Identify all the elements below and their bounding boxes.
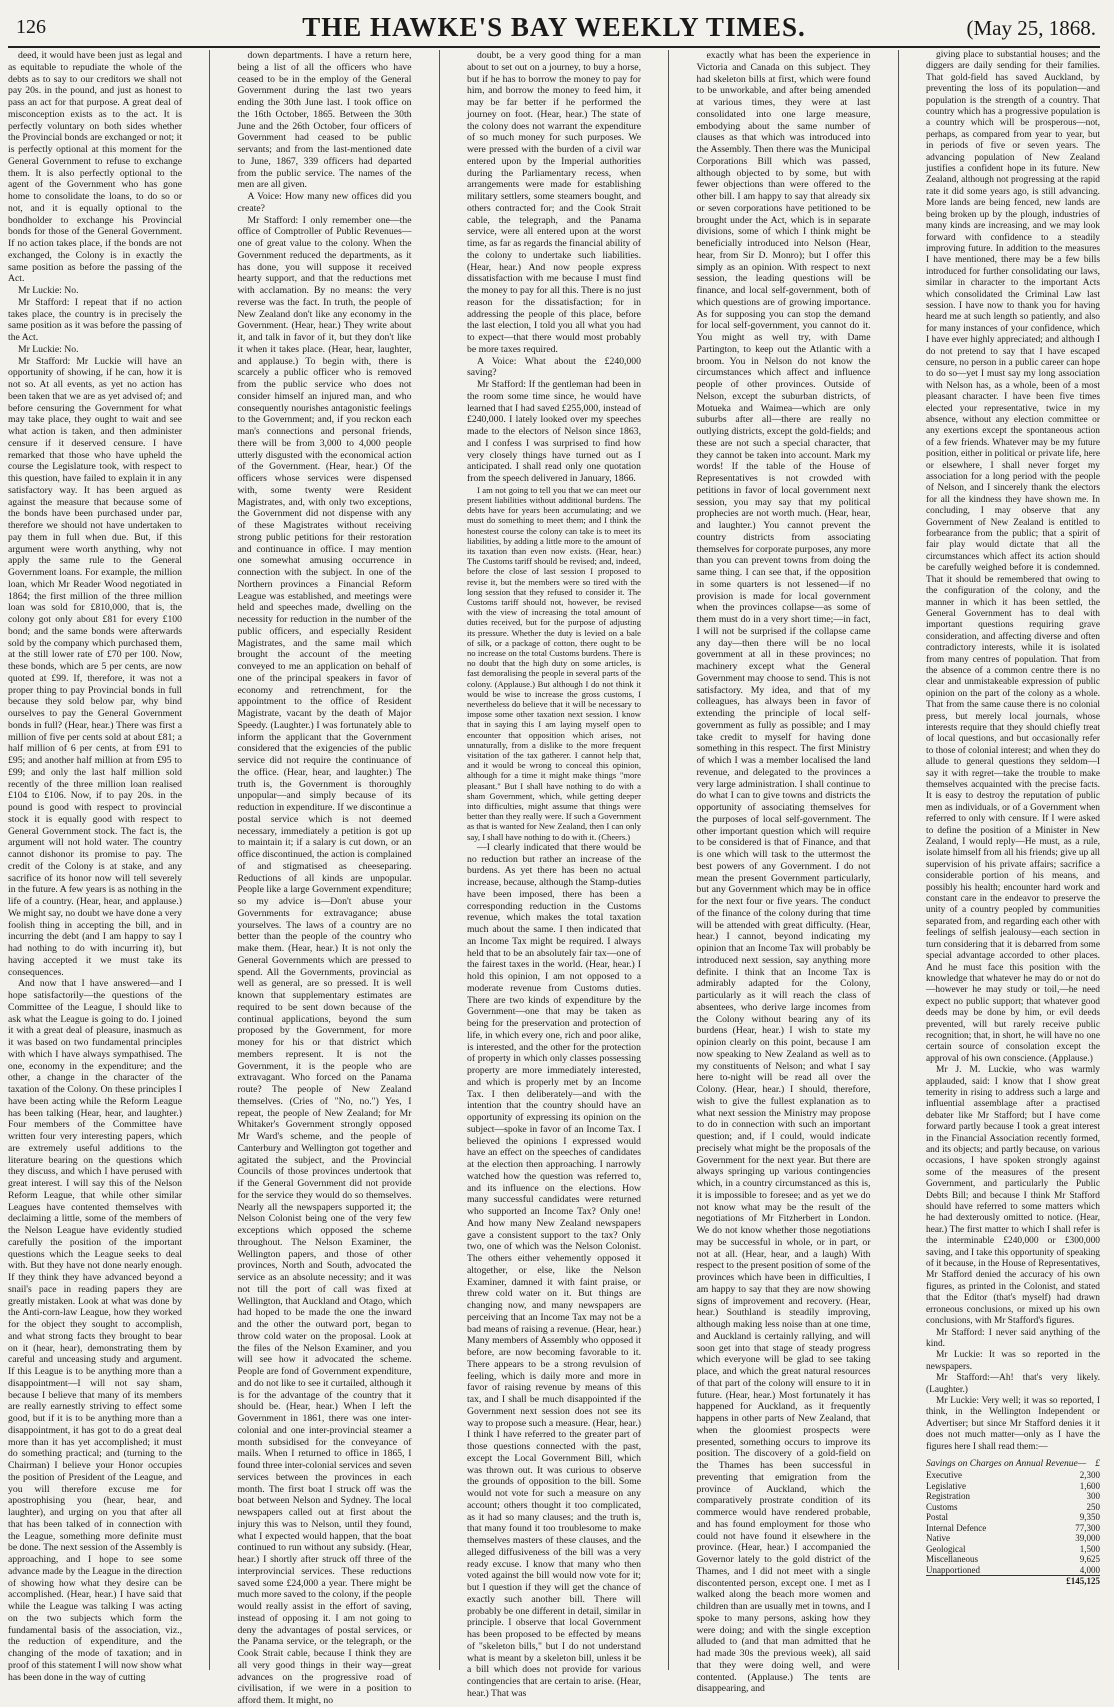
paragraph: giving place to substantial houses; and the diggers are daily sending for their families. That gold-field has saved Auckland, by preventing the loss of its population—and population is the strength of a country. That country which has a progressive population is a country which will be prosperous—not, perhaps, as compared from year to year, but in periods of five or seven years. The advancing population of New Zealand justifies a confident hope in its future. New Zealand, although not progressing at the rapid rate it did some years ago, is still advancing. More lands are being fenced, new lands are being broken up by the plough, industries of many kinds are increasing, and we may look forward with confidence to a steadily improving future. In addition to the measures I have mentioned, there may be a few bills introduced for further consolidating our laws, similar in character to the important Acts which consolidated the Criminal Law last session. I have now to thank you for having heard me at such length so patiently, and also for many instances of your confidence, which I have ever highly appreciated; and although I do not pretend to say that I have escaped censure, no person in a public career can hope to do so—yet I must say my long association with Nelson has, as a whole, been of a most pleasant character. I have been five times elected your representative, twice in my absence, without any election committee or any exertions except the spontaneous action of a few friends. Whatever may be my future position, either in political or private life, here or elsewhere, I shall never forget my association for a long period with the people of Nelson, and I sincerely thank the electors for all the kindness they have shown me. In concluding, I may observe that any Government of New Zealand is entitled to forbearance from the public; that a spirit of fair play would dictate that all the circumstances which affect its action should be carefully weighed before it is condemned. That it should be remembered that owing to the configuration of the colony, and the manner in which it has been settled, the General Government has to deal with important questions requiring grave consideration, and affecting diverse and often contradictory interests, while it is isolated from many centres of population. That from the absence of a common centre there is no clear and unmistakeable expression of public opinion on the part of the colony as a whole. That from the same cause there is no colonial press, but merely local journals, whose interests require that they should chiefly treat of local questions, and but occasionally refer to those of colonial interest; and when they do allude to general questions they seldom—I say it with regret—take the trouble to make themselves acquainted with the precise facts. It is easy to destroy the reputation of public men as individuals, or of a Government when referred to only with censure. If I were asked to define the position of a Minister in New Zealand, I would reply—He must, as a rule, isolate himself from all his friends; give up all supervision of his private affairs; sacrifice a considerable portion of his means, and possibly his health; encounter hard work and constant care in the endeavor to preserve the unity of a country peopled by communities separated from, and regarding each other with feelings of selfish jealousy—each section in turn considering that it is debarred from some special advantage accorded to other places. And he must face this position with the knowledge that whatever he may do or not do—however he may study or toil,—he need expect no public support; that whatever good deeds may be done by him, or evil deeds prevented, will but rarely receive public recognition; that, in short, he will have no one certain source of consolation except the approval of his own conscience. (Applause.) <box>926 50 1100 1064</box>
savings-value: 77,300 <box>1075 1522 1100 1533</box>
column-rule <box>668 50 669 1670</box>
savings-label: Geological <box>926 1543 966 1554</box>
savings-row <box>926 1512 1100 1523</box>
paragraph: Mr Luckie: No. <box>18 343 79 355</box>
paragraph: doubt, be a very good thing for a man about to set out on a journey, to buy a horse, but if he has to borrow the money to pay for him, and borrow the money to feed him, it may be far better if he performed the journey on foot. (Hear, hear.) The state of the colony does not warrant the expenditure of so much money for such purposes. We were pressed with the burden of a civil war entered upon by the Imperial authorities during the Parliamentary recess, when arrangements were made for establishing military settlers, some steamers bought, and others contracted for; and the Cook Strait cable, the telegraph, and the Panama service, were all entered upon at the worst time, as far as regards the financial ability of the colony to undertake such liabilities. (Hear, hear.) And now people express dissatisfaction with me because I must find the money to pay for all this. There is no just reason for the dissatisfaction; for in addressing the people of this place, before the last election, I told you all what you had to expect—that there would most probably be more taxes required. <box>467 50 641 355</box>
savings-row <box>926 1523 1100 1534</box>
savings-row <box>926 1481 1100 1492</box>
savings-value: 1,500 <box>1079 1543 1100 1554</box>
page-number: 126 <box>16 16 46 38</box>
savings-value: 300 <box>1086 1491 1100 1502</box>
paragraph: deed, it would have been just as legal and as equitable to repudiate the whole of the debts as to say to our creditors we shall not pay 20s. in the pound, and just as honest to pass an act for that purpose. A great deal of misconception exists as to the act. It is perfectly voluntary on both sides whether the Provincial bonds are exchanged or not; it is perfectly optional at this moment for the General Government to refuse to exchange them. It is also perfectly optional to the agent of the Government who has gone home to consolidate the loans, to do so or not, and it is equally optional to the bondholder to exchange his Provincial bonds for those of the General Government. If no action takes place, if the bonds are not exchanged, the Colony is in exactly the same position as before the passing of the Act. <box>8 50 182 285</box>
column-3 <box>467 50 641 1699</box>
column-rule <box>898 50 899 1670</box>
savings-label: Postal <box>926 1512 949 1523</box>
savings-label: Legislative <box>926 1480 966 1491</box>
savings-value: 9,350 <box>1079 1512 1100 1523</box>
paragraph: Mr Stafford: I repeat that if no action takes place, the country is in precisely the same position as it was before the passing of the Act. <box>8 296 182 343</box>
newspaper-title: THE HAWKE'S BAY WEEKLY TIMES. <box>302 12 806 42</box>
paragraph: Mr Luckie: No. <box>18 285 79 296</box>
savings-total-label <box>926 1576 1038 1587</box>
savings-label: Registration <box>926 1491 970 1502</box>
savings-value: 39,000 <box>1075 1533 1100 1544</box>
article-columns <box>8 50 1100 1706</box>
savings-row <box>926 1491 1100 1502</box>
paragraph: Mr Stafford:—Ah! that's very likely. (Laughter.) <box>926 1373 1100 1395</box>
savings-label: Internal Defence <box>926 1522 987 1533</box>
savings-row <box>926 1533 1100 1544</box>
column-rule <box>209 50 210 1670</box>
savings-total: £145,125 <box>1038 1576 1101 1587</box>
savings-total-row <box>926 1576 1100 1587</box>
savings-value: 4,000 <box>1079 1564 1100 1575</box>
savings-table-title <box>926 1459 1100 1470</box>
paragraph: Mr Stafford: If the gentleman had been in the room some time since, he would have learned that I had saved £255,000, instead of £240,000. I lately looked over my speeches made to the electors of Nelson since 1863, and I confess I was surprised to find how very closely things have turned out as I anticipated. I shall read only one quotation from the speech delivered in January, 1866. <box>467 379 641 484</box>
column-5 <box>926 50 1100 1670</box>
paragraph: And now that I have answered—and I hope satisfactorily—the questions of the Committee of the League, I should like to ask what the League is going to do. I joined it with a great deal of pleasure, inasmuch as it was based on two fundamental principles with which I have always sympathised. The one, economy in the expenditure; and the other, a change in the character of the taxation of the Colony. On these principles I have been acting while the Reform League has been talking (Hear, hear, and laughter.) Four members of the Committee have written four very interesting papers, which are extremely useful additions to the literature bearing on the questions which they discuss, and which I have perused with great interest. I will say this of the Nelson Reform League, that while other similar Leagues have contented themselves with declaiming a little, some of the members of the Nelson League have evidently studied carefully the position of the important questions which the League seeks to deal with. But they have not done nearly enough. If they think they have advanced beyond a snail's pace in reading papers they are greatly mistaken. Look at what was done by the Anti-corn-law League, how they worked for the object they sought to accomplish, and what strong facts they brought to bear on it (hear, hear), demonstrating them by careful and unceasing study and argument. If this League is to be anything more than a disappointment—I will not say sham, because I believe that many of its members are really earnestly striving to effect some good, but if it is to be anything more than a disappointment, it has got to do a great deal more than it has yet accomplished; it must do something practical; and (turning to the Chairman) I believe your Honor occupies the position of President of the League, and you will therefore excuse me for apostrophising you (hear, hear, and laughter), and urging on you that after all that has been talked of in connection with the League, something more definite must be done. The next session of the Assembly is approaching, and I hope to see some advance made by the League in the direction of showing how what they desire can be accomplished. (Hear, hear.) I have said that while the League was talking I was acting on the two subjects which form the fundamental basis of the association, viz., the reduction of expenditure, and the changing of the mode of taxation; and in proof of this statement I will now show what has been done in the way of cutting <box>8 978 182 1683</box>
quoted-speech: I am not going to tell you that we can meet our present liabilities without additional burdens. The debts have for years been accumulating; and we must do something to meet them; and I think the honestest course the colony can take is to meet its liabilities, by adding a little more to the amount of its taxation than even now exists. (Hear, hear.) The Customs tariff should be revised; and, indeed, before the close of last session I proposed to revise it, but the members were so tired with the long session that they refused to consider it. The Customs tariff should not, however, be revised with the view of increasing the total amount of duties received, but for the purpose of adjusting its pressure. Whether the duty is levied on a bale of silk, or a package of cotton, there ought to be no increase on the total Customs burdens. There is no doubt that the high duty on some articles, is fast demoralising the people in several parts of the colony. (Applause.) But although I do not think it would be wise to increase the gross customs, I nevertheless do believe that it will be necessary to impose some other taxation next session. I know that in saying this I am laying myself open to encounter that opposition which arises, not unnaturally, from a dislike to the more frequent visitation of the tax gatherer. I cannot help that, and it would be wrong to conceal this opinion, although for a time it might make things "more pleasant." But I shall have nothing to do with a sham Government, which, while getting deeper into difficulties, might assume that things were better than they really were. If such a Government as that is wanted for New Zealand, then I can only say, I shall have nothing to do with it. (Cheers.) <box>467 484 641 842</box>
column-2 <box>237 50 412 1706</box>
paragraph: Mr J. M. Luckie, who was warmly applauded, said: I know that I show great temerity in rising to address such a large and influential assemblage after a practised debater like Mr Stafford; but I have come forward partly because I took a great interest in the Financial Association recently formed, and its objects; and partly because, on various occasions, I have spoken strongly against some of the measures of the present Government, and particularly the Public Debts Bill; and because I think Mr Stafford should have referred to some matters which he had dexterously omitted to notice. (Hear, hear.) The first matter to which I shall refer is the interminable £240,000 or £300,000 saving, and I take this opportunity of speaking of it because, in the House of Representatives, Mr Stafford denied the accuracy of his own figures, as printed in the Colonist, and stated that the Editor (that's myself) had drawn erroneous conclusions, or mixed up his own conclusions, with Mr Stafford's figures. <box>926 1065 1100 1327</box>
savings-row <box>926 1565 1100 1576</box>
savings-table <box>926 1470 1100 1587</box>
paragraph: A Voice: What about the £240,000 saving? <box>467 355 641 379</box>
paragraph: A Voice: How many new offices did you create? <box>237 191 412 214</box>
paragraph: —I clearly indicated that there would be no reduction but rather an increase of the burdens. As yet there has been no actual increase, because, although the Stamp-duties have been imposed, there has been a corresponding reduction in the Customs revenue, which makes the total taxation much about the same. I then indicated that an Income Tax might be required. I always held that to be an absolutely fair tax—one of the fairest taxes in the world. (Hear, hear.) I hold this opinion, I am not opposed to a moderate revenue from Customs duties. There are two kinds of expenditure by the Government—one that may be taken as being for the preservation and protection of life, in which every one, rich and poor alike, is interested, and the other for the protection of property in which only classes possessing property are more immediately interested, and which is properly met by an Income Tax. I then deliberately—and with the intention that the country should have an opportunity of expressing its opinion on the subject—spoke in favor of an Income Tax. I believed the opinions I expressed would have an effect on the speeches of candidates at the election then approaching. I narrowly watched how the question was referred to, and its influence on the elections. How many successful candidates were returned who supported an Income Tax? Only one! And how many New Zealand newspapers gave a consistent support to the tax? Only two, one of which was the Nelson Colonist. The others either vehemently opposed it altogether, or else, like the Nelson Examiner, damned it with faint praise, or threw cold water on it. But things are changing now, and many newspapers are perceiving that an Income Tax may not be a bad means of raising a revenue. (Hear, hear.) Many members of Assembly who opposed it before, are now becoming favorable to it. There appears to be a strong revulsion of feeling, which is daily more and more in favor of raising revenue by means of this tax, and I shall be much disappointed if the Government next session does not see its way to propose such a measure. (Hear, hear.) I think I have referred to the greater part of those questions connected with the past, except the Local Government Bill, which was thrown out. It was curious to observe the grounds of opposition to the bill. Some would not vote for such a measure on any account; others thought it too complicated, as it had so many clauses; and the truth is, that many found it too troublesome to make themselves masters of these clauses, and the alleged diffusiveness of the bill was a very ready excuse. I know that many who then voted against the bill would now vote for it; but I question if they will get the chance of exactly such another bill. There will probably be one different in detail, similar in principle. I observe that local Government has been proposed to be effected by means of "skeleton bills," but I do not understand what is meant by a skeleton bill, unless it be a bill which does not provide for various contingencies that are certain to arise. (Hear, hear.) That was <box>467 841 641 1699</box>
paragraph: Mr Stafford: I never said anything of the kind. <box>926 1327 1100 1349</box>
savings-row <box>926 1470 1100 1481</box>
savings-label: Executive <box>926 1470 962 1481</box>
savings-table-title-text: Savings on Charges on Annual Revenue— <box>926 1458 1087 1469</box>
savings-value: 2,300 <box>1079 1470 1100 1481</box>
savings-row <box>926 1502 1100 1513</box>
savings-value: 9,625 <box>1079 1554 1100 1565</box>
paragraph: exactly what has been the experience in Victoria and Canada on this subject. They had skeleton bills at first, which were found to be unworkable, and after being amended at various times, they were at last consolidated into one large measure, embodying about the same number of clauses as that which was introduced into the Assembly. Then there was the Municipal Corporations Bill which was passed, although objected to by some, but with fewer objections than were offered to the other bill. I am happy to say that already six or seven corporations have petitioned to be brought under the Act, which is in separate divisions, some of which I think might be beneficially introduced into Nelson (Hear, hear, from Sir D. Monro); but I offer this simply as an opinion. With respect to next session, the leading questions will be finance, and local self-government, both of which questions are of growing importance. As for supposing you can stop the demand for local self-government, you cannot do it. You might as well try, with Dame Partington, to keep out the Atlantic with a broom. You in Nelson do not know the circumstances which affect and influence people of other provinces. Outside of Nelson, except the suburban districts, of Motueka and Waimea—which are only suburbs after all—there are really no outlying districts, except the gold-fields; and these are not such a special character, that they cannot be taken into account. Mark my words! If the table of the House of Representatives is not crowded with petitions in favor of local government next session, you may say that my political prophecies are not worth much. (Hear, hear, and laughter.) You cannot prevent the country districts from associating themselves for corporate purposes, any more than you can prevent towns from doing the same thing. I can see that, if the opposition in some quarters is not lessened—if no provision is made for local government when the provinces collapse—as some of them must do in a very short time;—in fact, I will not be surprised if the collapse came any day—then there will be no local government at all in these provinces; no machinery except what the General Government may choose to send. This is not satisfactory. My idea, and that of my colleagues, has always been in favor of extending the principle of local self-government as fully as possible; and I may take credit to myself for having done something in this respect. The first Ministry of which I was a member localised the land revenue, and delegated to the provinces a very large administration. I shall continue to do what I can to give towns and districts the opportunity of associating themselves for the purposes of local self-government. The other important question which will require to be considered is that of Finance, and that is one which will task to the uttermost the best powers of any Government. I do not mean the present Government particularly, but any Government which may be in office for the next four or five years. The conduct of the finance of the colony during that time will be attended with great difficulty. (Hear, hear.) I cannot, beyond indicating my opinion that an Income Tax will probably be introduced next session, say anything more definite. I think that an Income Tax is admirably adapted for the Colony, particularly as it will reach the class of absentees, who derive large incomes from the Colony without bearing any of its burdens (Hear, hear.) I wish to state my opinion clearly on this point, because I am now speaking to New Zealand as well as to my constituents of Nelson; and what I say here to-night will be read all over the Colony. (Hear, hear.) I should, therefore, wish to give the fullest explanation as to what next session the Ministry may propose to do in connection with such an important question; and, if I could, would indicate precisely what might be the proposals of the Government for the next year. But there are always springing up various contingencies which, in a country circumstanced as this is, it is impossible to foresee; and as yet we do not know what may be the result of the negotiations of Mr Fitzherbert in London. We do not know whether those negotiations may be successful in whole, or in part, or not at all. (Hear, hear, and a laugh) With respect to the present position of some of the provinces which have been in difficulties, I am happy to say that they are now showing signs of improvement and recovery. (Hear, hear.) Southland is steadily improving, although making less noise than at one time, and Auckland is certainly rallying, and will soon get into that stage of steady progress which everyone will be glad to see taking place, and which the great natural resources of that part of the colony will ensure to it in future. (Hear, hear.) Most fortunately it has happened for Auckland, as it frequently happens in other parts of New Zealand, that when the gloomiest prospects were presented, something occurs to improve its position. The discovery of a gold-field on the Thames has been successful in preventing that emigration from the province of Auckland, which the comparatively prostrate condition of its commerce would have rendered probable, and has found employment for those who could not have found it elsewhere in the province. (Hear, hear.) I accompanied the Governor lately to the gold district of the Thames, and I did not meet with a single discontented person, except one. I met as I walked along the beach more women and children than are usually met in towns, and I spoke to many persons, asking how they were doing; and with the single exception alluded to (and that man admitted that he had made 30s the previous week), all said that they were doing well, and were contented. (Applause.) The tents are disappearing, and <box>696 50 871 1695</box>
savings-value: 250 <box>1086 1501 1100 1512</box>
column-4 <box>696 50 871 1695</box>
paragraph: Mr Luckie: Very well; it was so reported, I think, in the Wellington Independent or Advertiser; but since Mr Stafford denies it it does not much matter—only as I have the figures here I shall read them:— <box>926 1395 1100 1452</box>
masthead <box>8 12 1100 48</box>
savings-row <box>926 1544 1100 1555</box>
savings-label: Customs <box>926 1501 958 1512</box>
paragraph: down departments. I have a return here, being a list of all the officers who have ceased to be in the employ of the General Government during the last two years ending the 30th June last. I took office on the 16th October, 1865. Between the 30th June and the 26th October, four officers of Government had ceased to be public servants; and from the last-mentioned date to June, 1867, 339 officers had departed from the public service. The names of the men are all given. <box>237 50 412 191</box>
paragraph: Mr Luckie: It was so reported in the newspapers. <box>926 1350 1100 1372</box>
column-1 <box>8 50 182 1683</box>
savings-row <box>926 1554 1100 1565</box>
savings-label: Native <box>926 1533 950 1544</box>
issue-date: (May 25, 1868. <box>966 16 1096 40</box>
column-rule <box>439 50 440 1670</box>
paragraph: Mr Stafford: Mr Luckie will have an opportunity of showing, if he can, how it is not so. At all events, as yet no action has been taken that we are as yet advised of; and before censuring the Government for what may take place, they ought to wait and see what action is taken, and then administer censure if it deserved censure. I have remarked that those who have upheld the course the Legislature took, with respect to this question, have failed to explain it in any satisfactory way. It has been argued as against the measure that because some of the bonds have been purchased under par, therefore we should not have undertaken to pay them in full when due. But, if this argument were worth anything, why not apply the same rule to the General Government loans. For example, the million loan, which Mr Reader Wood negotiated in 1864; the first million of the three million loan was sold for £810,000, that is, the colony got only about £81 for every £100 bond; and the same bonds were afterwards sold by the company which purchased them, at the still lower rate of £70 per 100. Now, these bonds, which are 5 per cents, are now quoted at £99. If, therefore, it was not a proper thing to pay Provincial bonds in full because they sold below par, why bind ourselves to pay the General Government bonds in full? (Hear, hear.) There was first a million of five per cents sold at about £81; a half million of 6 per cents, at from £91 to £95; and another half million at from £95 to £99; and only the last half million sold recently of the three million loan realised £104 to £106. Now, if to pay 20s. in the pound is good with respect to provincial stock it is equally good with respect to General Government stock. The fact is, the argument will not hold water. The country cannot dishonor its promise to pay. The credit of the Colony is at stake, and any sacrifice of its honor now will tell severely in the future. A few years is as nothing in the life of a country. (Hear, hear, and applause.) We might say, no doubt we have done a very foolish thing in accepting the bill, and in incurring the debt (and I am happy to say I had nothing to do with incurring it), but having accepted it we must take its consequences. <box>8 355 182 978</box>
savings-label: Miscellaneous <box>926 1554 978 1565</box>
paragraph: Mr Stafford: I only remember one—the office of Comptroller of Public Revenues—one of great value to the colony. When the Government reduced the departments, as it has done, you will suppose it received hearty support, and that the reductions met with acclamation. By no means: the very reverse was the fact. In truth, the people of New Zealand don't like any economy in the Government. (Hear, hear.) They write about it, and talk in favor of it, but they don't like it when it takes place. (Hear, hear, laughter, and applause.) To begin with, there is scarcely a public officer who is removed from the public service who does not consider himself an injured man, and who consequently nourishes antagonistic feelings to the Government; and, if you reckon each man's connections and personal friends, there will be from 3,000 to 4,000 people utterly disgusted with the economical action of the Government. (Hear, hear.) Of the officers whose services were dispensed with, some twenty were Resident Magistrates, and, with only two exceptions, the Government did not dispense with any of these Magistrates without receiving strong public petitions for their restoration and continuance in office. I may mention one somewhat amusing occurrence in connection with the subject. In one of the Northern provinces a Financial Reform League was established, and meetings were held and speeches made, dwelling on the necessity for reduction in the number of the public officers, and especially Resident Magistrates, and the same mail which brought the account of the meeting conveyed to me an application on behalf of one of the principal speakers in favor of economy and retrenchment, for the appointment to the office of Resident Magistrate, vacant by the death of Major Speedy. (Laughter.) I was fortunately able to inform the applicant that the Government considered that the exigencies of the public service did not require the continuance of the office. (Hear, hear, and laughter.) The truth is, the Government is thoroughly unpopular—and simply because of its reduction in expenditure. If we discontinue a postal service which is not deemed necessary, immediately a petition is got up to maintain it; if a salary is cut down, or an office discontinued, the action is complained of and stigmatised as cheeseparing. Reductions of all kinds are unpopular. People like a large Government expenditure; so my advice is—Don't abuse your Governments for extravagance; abuse yourselves. The laws of a country are no better than the people of the country who make them. (Hear, hear.) It is not only the General Governments which are pressed to spend. All the Governments, provincial as well as general, are so pressed. It is well known that supplementary estimates are required to be sent down because of the continual applications, beyond the sum proposed by the Government, for more money for his or that district which members represent. It is not the Government, it is the people who are extravagant. Who forced on the Panama route? The people of New Zealand themselves. (Cries of "No, no.") Yes, I repeat, the people of New Zealand; for Mr Whitaker's Government strongly opposed Mr Ward's scheme, and the people of Canterbury and Wellington got together and agitated the subject, and the Provincial Councils of those provinces undertook that if the General Government did not provide for the service they would do so themselves. Nearly all the newspapers supported it; the Nelson Colonist being one of the very few exceptions which opposed the scheme throughout. The Nelson Examiner, the Wellington papers, and those of other provinces, North and South, advocated the service as an absolute necessity; and it was not till the port of call was fixed at Wellington, that Auckland and Otago, which had hoped to be made the one the inward and the other the outward port, began to throw cold water on the proposal. Look at the files of the Nelson Examiner, and you will see how it advocated the scheme. People are fond of Government expenditure, and do not like to see it curtailed, although it is for the advantage of the country that it should be. (Hear, hear.) When I left the Government in 1861, there was one inter-colonial and one inter-provincial steamer a month subsidised for the conveyance of mails. When I returned to office in 1865, I found three inter-colonial services and seven services between the provinces in each month. The first boat I struck off was the boat between Nelson and Sydney. The local newspapers called out at first about the injury this was to Nelson, until they found, what I expected would happen, that the boat continued to run without any subsidy. (Hear, hear.) I shortly after struck off three of the interprovincial services. These reductions saved some £24,000 a year. There might be much more saved to the colony, if the people would really assist in the effort of saving, instead of opposing it. I am not going to deny the advantages of postal services, or the Panama service, or the telegraph, or the Cook Strait cable, because I think they are all very good things in their way—great advances on the progressive road of civilisation, if we were in a position to afford them. It might, no <box>237 214 412 1706</box>
savings-currency-header: £ <box>1095 1458 1100 1469</box>
savings-label: Unapportioned <box>926 1564 980 1575</box>
savings-value: 1,600 <box>1079 1480 1100 1491</box>
